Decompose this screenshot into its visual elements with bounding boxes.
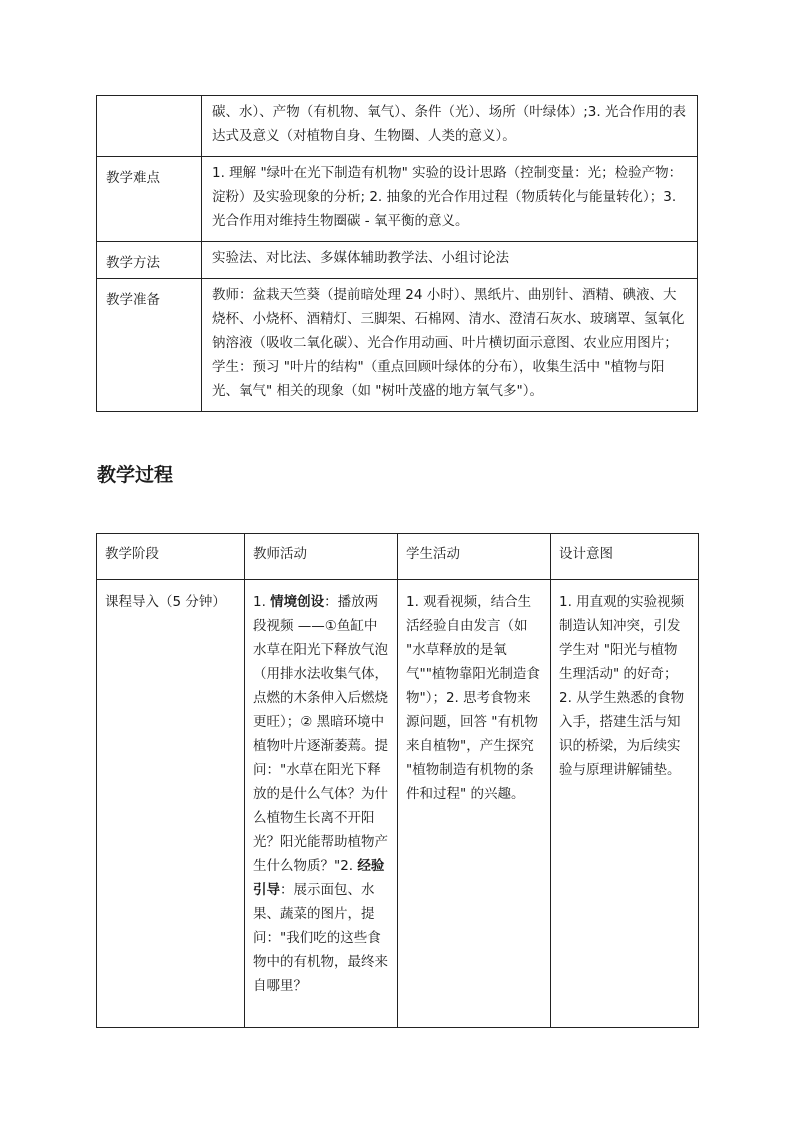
process-row — [97, 580, 699, 1028]
section-heading: 教学过程 — [97, 464, 174, 486]
header-teacher: 教师活动 — [245, 534, 398, 580]
teacher-text-2: ：展示面包、水果、蔬菜的图片，提问："我们吃的这些食物中的有机物，最终来自哪里？ — [253, 882, 388, 994]
teacher-bold-1: 情境创设 — [270, 594, 325, 610]
header-student: 学生活动 — [398, 534, 551, 580]
design-intent-cell: 1. 用直观的实验视频制造认知冲突，引发学生对 "阳光与植物生理活动" 的好奇；2. 从学生熟悉的食物入手，搭建生活与知识的桥梁，为后续实验与原理讲解铺垫。 — [551, 580, 699, 1028]
info-row-difficulties — [97, 157, 698, 242]
process-table — [96, 533, 699, 1028]
teacher-activity-cell — [245, 580, 398, 1028]
info-row-continued — [97, 96, 698, 157]
header-stage: 教学阶段 — [97, 534, 245, 580]
header-intent: 设计意图 — [551, 534, 699, 580]
info-label: 教学方法 — [97, 242, 202, 279]
student-activity-cell: 1. 观看视频，结合生活经验自由发言（如 "水草释放的是氧气""植物靠阳光制造食物"）；2. 思考食物来源问题，回答 "有机物来自植物"，产生探究 "植物制造有机物的条件和过程" 的兴趣。 — [398, 580, 551, 1028]
process-header-row — [97, 534, 699, 580]
info-content: 教师：盆栽天竺葵（提前暗处理 24 小时）、黑纸片、曲别针、酒精、碘液、大烧杯、小烧杯、酒精灯、三脚架、石棉网、清水、澄清石灰水、玻璃罩、氢氧化钠溶液（吸收二氧化碳）、光合作用动画、叶片横切面示意图、农业应用图片；学生：预习 "叶片的结构"（重点回顾叶绿体的分布），收集生活中 "植物与阳光、氧气" 相关的现象（如 "树叶茂盛的地方氧气多"）。 — [202, 279, 698, 412]
info-row-preparation — [97, 279, 698, 412]
info-row-methods — [97, 242, 698, 279]
teacher-prefix: 1. — [253, 594, 271, 610]
info-label: 教学准备 — [97, 279, 202, 412]
lesson-info-table — [96, 95, 698, 412]
info-content: 实验法、对比法、多媒体辅助教学法、小组讨论法 — [202, 242, 698, 279]
teacher-text-1: ：播放两段视频 ——①鱼缸中水草在阳光下释放气泡（用排水法收集气体，点燃的木条伸入后燃烧更旺）；② 黑暗环境中植物叶片逐渐萎蔫。提问："水草在阳光下释放的是什么气体？为什么植物生长离不开阳光？阳光能帮助植物产生什么物质？"2. — [253, 594, 388, 874]
info-label — [97, 96, 202, 157]
info-content: 1. 理解 "绿叶在光下制造有机物" 实验的设计思路（控制变量：光；检验产物：淀粉）及实验现象的分析; 2. 抽象的光合作用过程（物质转化与能量转化）；3. 光合作用对维持生物圈碳 - 氧平衡的意义。 — [202, 157, 698, 242]
info-label: 教学难点 — [97, 157, 202, 242]
teacher-bold-2: 经验引导 — [253, 858, 385, 898]
stage-cell: 课程导入（5 分钟） — [97, 580, 245, 1028]
info-content: 碳、水）、产物（有机物、氧气）、条件（光）、场所（叶绿体）;3. 光合作用的表达式及意义（对植物自身、生物圈、人类的意义）。 — [202, 96, 698, 157]
